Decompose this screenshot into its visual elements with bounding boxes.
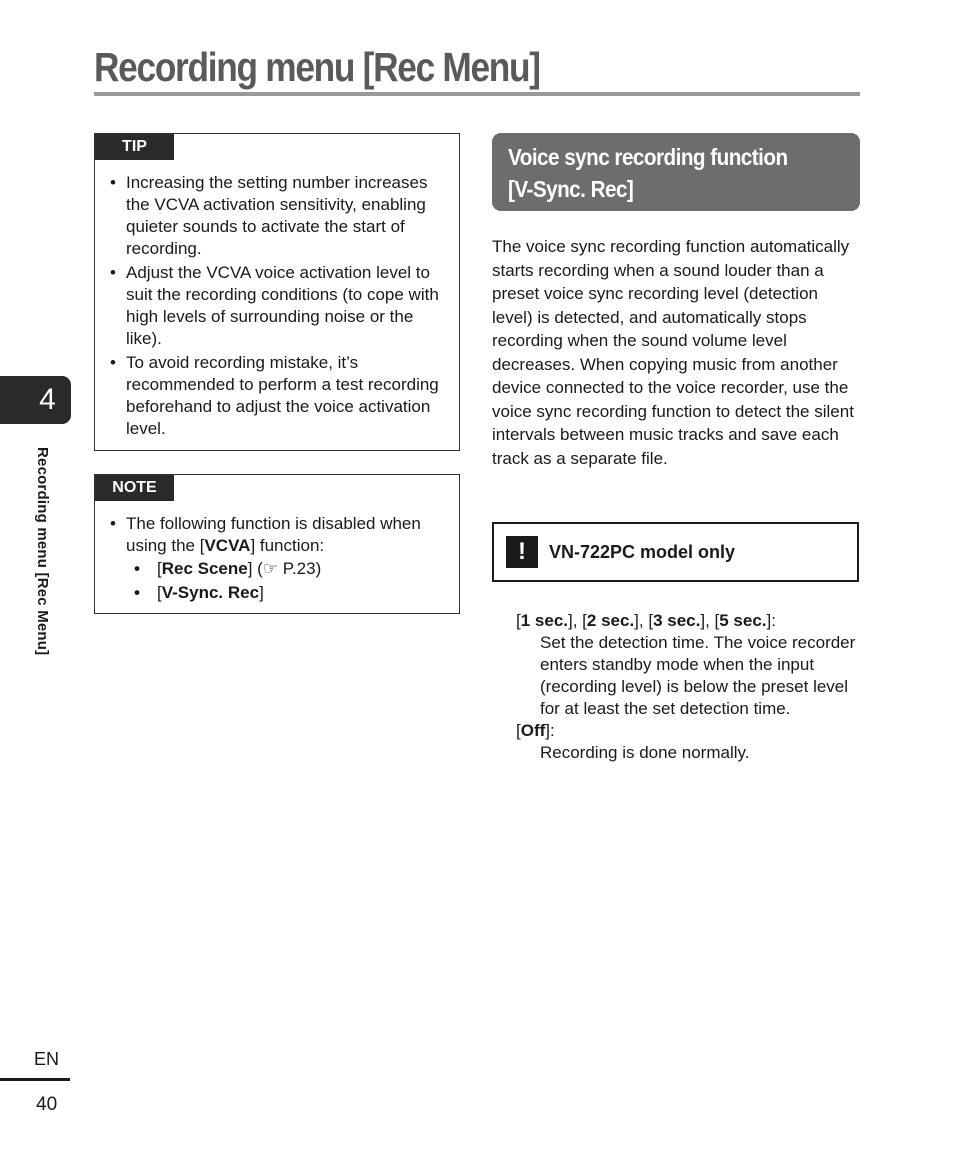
section-heading-line: [V-Sync. Rec]	[508, 176, 634, 202]
menu-item-name: V-Sync. Rec	[161, 583, 260, 602]
bracket: [	[157, 583, 162, 602]
tip-box	[94, 133, 460, 451]
tip-list	[108, 172, 448, 442]
footer-divider	[0, 1078, 70, 1081]
model-notice	[492, 522, 859, 582]
list-item: • Adjust the VCVA voice activation level to suit the recording conditions (to cope with high levels of surrounding noise or the like).	[108, 262, 448, 350]
setting-options: [Off]:	[516, 721, 555, 740]
note-label: NOTE	[95, 475, 174, 501]
exclamation-icon: !	[506, 536, 538, 568]
page-number: 40	[36, 1094, 58, 1115]
title-divider	[94, 92, 860, 96]
setting-option: 2 sec.	[586, 611, 635, 630]
list-item	[108, 513, 448, 604]
language-label: EN	[34, 1049, 60, 1069]
page-reference: ] (☞ P.23)	[247, 559, 322, 578]
page-title: Recording menu [Rec Menu]	[94, 44, 540, 90]
setting-option: 1 sec.	[520, 611, 568, 630]
bracket: ]	[259, 583, 264, 602]
note-text: ] function:	[250, 536, 325, 555]
setting-options: [1 sec.], [2 sec.], [3 sec.], [5 sec.]:	[516, 611, 776, 630]
note-sub-list	[126, 558, 448, 604]
section-heading-line: Voice sync recording function	[508, 144, 788, 170]
model-notice-label: VN-722PC model only	[549, 541, 736, 562]
tip-label: TIP	[95, 134, 174, 160]
section-heading	[492, 133, 860, 211]
list-item: • To avoid recording mistake, it’s recommended to perform a test recording beforehand to adjust the voice activation level.	[108, 352, 448, 440]
list-item	[126, 582, 448, 604]
setting-option: 5 sec.	[719, 611, 767, 630]
bracket: [	[157, 559, 162, 578]
list-item: • Increasing the setting number increases the VCVA activation sensitivity, enabling quieter sounds to activate the start of recording.	[108, 172, 448, 260]
note-text-bold: VCVA	[204, 536, 251, 555]
side-section-label: Recording menu [Rec Menu]	[34, 447, 51, 656]
setting-option: Off	[520, 721, 546, 740]
note-box	[94, 474, 460, 614]
note-text: The following function is disabled when using the [	[126, 514, 421, 555]
list-item	[126, 558, 448, 580]
section-intro: The voice sync recording function automatically starts recording when a sound louder than a preset voice sync recording level (detection level) is detected, and automatically stops recording when the sound volume level decreases. When copying music from another device connected to the voice recorder, use the voice sync recording function to detect the silent intervals between music tracks and save each track as a separate file.	[492, 237, 854, 468]
setting-option: 3 sec.	[653, 611, 701, 630]
settings-list	[516, 610, 866, 764]
menu-item-name: Rec Scene	[161, 559, 248, 578]
setting-description: Set the detection time. The voice recorder enters standby mode when the input (recording level) is below the preset level for at least the set detection time.	[540, 633, 856, 718]
chapter-tab: 4	[0, 376, 71, 424]
setting-description: Recording is done normally.	[540, 743, 750, 762]
note-list	[108, 513, 448, 606]
